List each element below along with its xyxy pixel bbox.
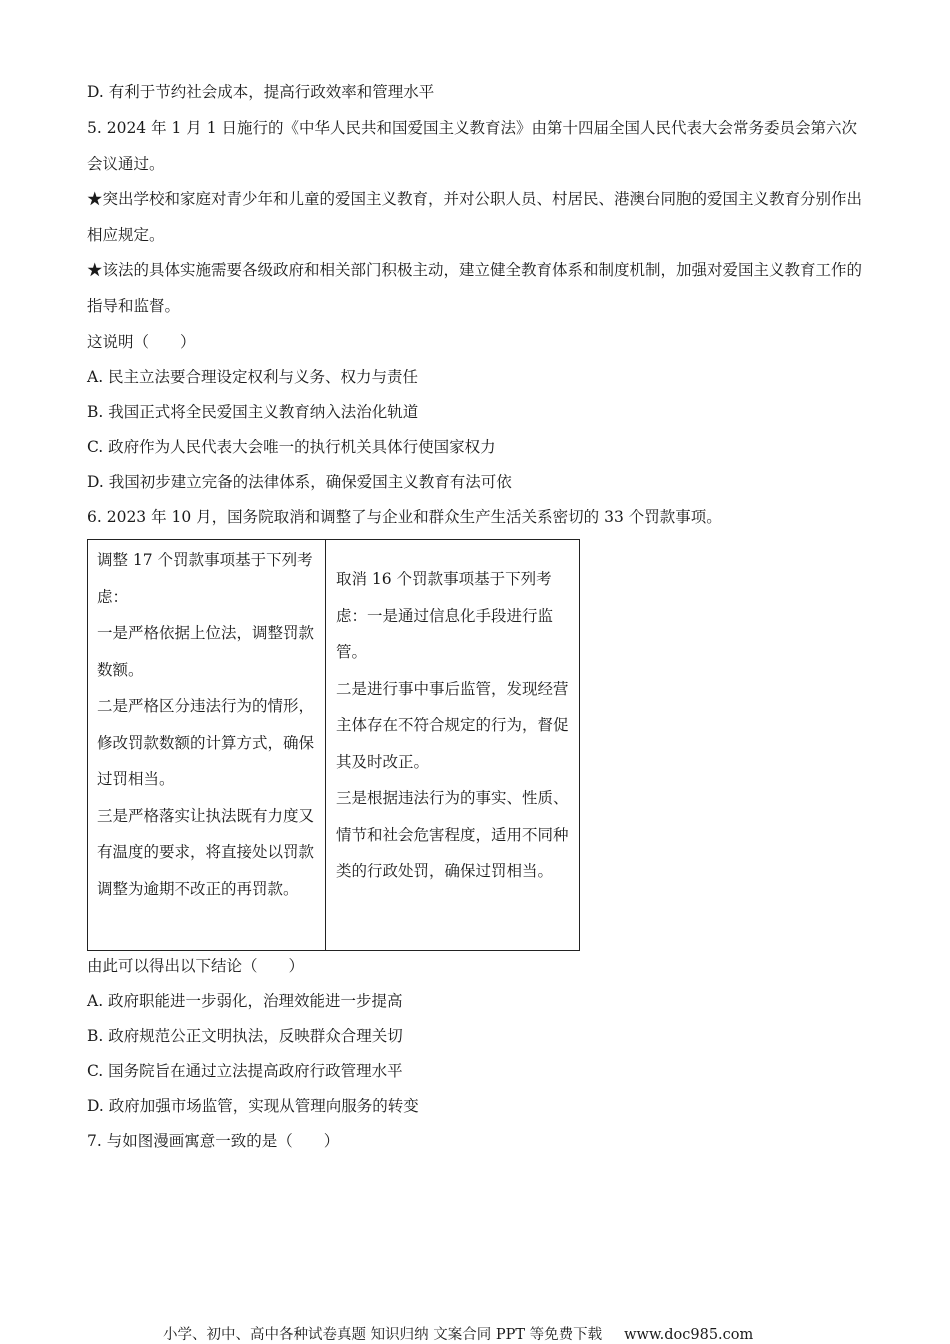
q6-right-point-2: 二是进行事中事后监管，发现经营主体存在不符合规定的行为，督促其及时改正。 bbox=[336, 679, 569, 771]
q6-prompt: 由此可以得出以下结论（ ） bbox=[87, 957, 305, 975]
q6-option-b: B. 政府规范公正文明执法，反映群众合理关切 bbox=[87, 1027, 403, 1045]
q5-prompt: 这说明（ ） bbox=[87, 333, 196, 351]
footer-url[interactable]: www.doc985.com bbox=[624, 1327, 754, 1343]
q5-bullet-1: ★突出学校和家庭对青少年和儿童的爱国主义教育，并对公职人员、村居民、港澳台同胞的爱国主义教育分别作出相应规定。 bbox=[87, 190, 863, 244]
q6-left-point-2: 二是严格区分违法行为的情形，修改罚款数额的计算方式，确保过罚相当。 bbox=[97, 697, 315, 788]
q7-stem: 7. 与如图漫画寓意一致的是（ ） bbox=[87, 1132, 340, 1150]
q6-option-c: C. 国务院旨在通过立法提高政府行政管理水平 bbox=[87, 1062, 403, 1080]
q6-table-right-cell bbox=[326, 540, 578, 950]
q5-option-c: C. 政府作为人民代表大会唯一的执行机关具体行使国家权力 bbox=[87, 438, 496, 456]
q5-option-a: A. 民主立法要合理设定权利与义务、权力与责任 bbox=[87, 368, 419, 386]
q6-left-point-1: 一是严格依据上位法，调整罚款数额。 bbox=[97, 624, 315, 679]
q6-table bbox=[87, 539, 580, 951]
q6-right-point-1: 取消 16 个罚款事项基于下列考虑：一是通过信息化手段进行监管。 bbox=[336, 570, 554, 661]
q6-table-left-cell bbox=[88, 540, 326, 950]
q5-option-d: D. 我国初步建立完备的法律体系，确保爱国主义教育有法可依 bbox=[87, 473, 512, 491]
page-footer bbox=[163, 1323, 753, 1344]
q6-left-heading: 调整 17 个罚款事项基于下列考虑： bbox=[97, 551, 313, 606]
q6-option-a: A. 政府职能进一步弱化，治理效能进一步提高 bbox=[87, 992, 403, 1010]
q6-right-point-3: 三是根据违法行为的事实、性质、情节和社会危害程度，适用不同种类的行政处罚，确保过罚相当。 bbox=[336, 789, 569, 880]
q4-option-d: D. 有利于节约社会成本，提高行政效率和管理水平 bbox=[87, 83, 435, 101]
q6-left-point-3: 三是严格落实让执法既有力度又有温度的要求，将直接处以罚款调整为逾期不改正的再罚款。 bbox=[97, 806, 315, 898]
footer-text: 小学、初中、高中各种试卷真题 知识归纳 文案合同 PPT 等免费下载 bbox=[163, 1327, 603, 1343]
q6-option-d: D. 政府加强市场监管，实现从管理向服务的转变 bbox=[87, 1097, 419, 1115]
q6-stem: 6. 2023 年 10 月，国务院取消和调整了与企业和群众生产生活关系密切的 33 个罚款事项。 bbox=[87, 508, 722, 526]
q5-stem: 5. 2024 年 1 月 1 日施行的《中华人民共和国爱国主义教育法》由第十四届全国人民代表大会常务委员会第六次会议通过。 bbox=[87, 119, 858, 173]
q5-option-b: B. 我国正式将全民爱国主义教育纳入法治化轨道 bbox=[87, 403, 419, 421]
q5-bullet-2: ★该法的具体实施需要各级政府和相关部门积极主动，建立健全教育体系和制度机制，加强对爱国主义教育工作的指导和监督。 bbox=[87, 261, 863, 315]
